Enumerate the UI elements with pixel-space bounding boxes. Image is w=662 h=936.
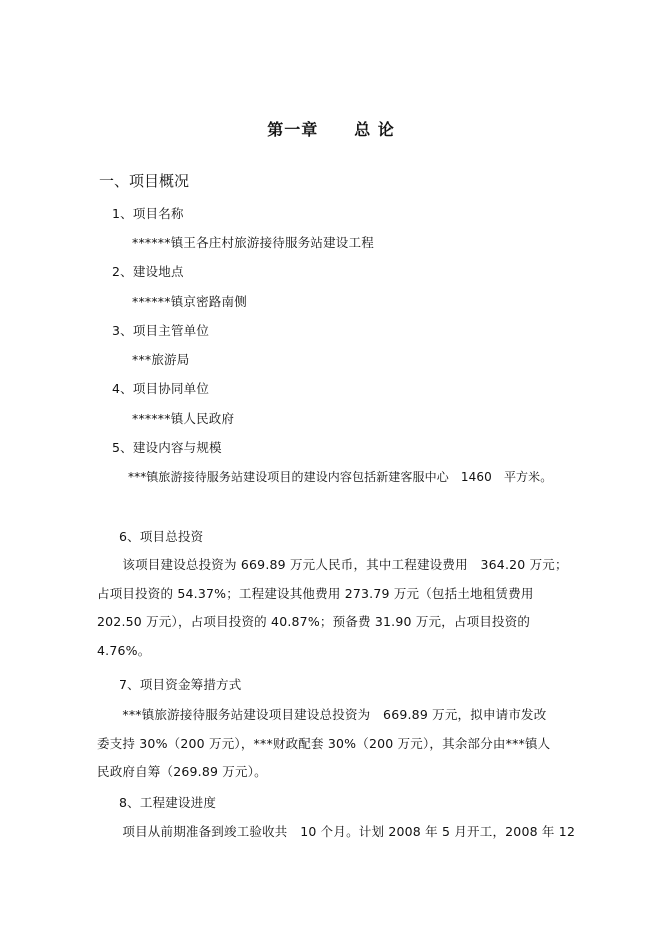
item-5-label: 5、建设内容与规模 [112, 440, 222, 455]
item-6-line-3: 202.50 万元），占项目投资的 40.87%；预备费 31.90 万元，占项目投资的 [97, 614, 531, 629]
chapter-number: 第一章 [267, 120, 319, 139]
item-8-paragraph [97, 818, 576, 847]
item-1-value: ******镇王各庄村旅游接待服务站建设工程 [132, 235, 374, 250]
item-3-value: ***旅游局 [132, 352, 190, 367]
item-7-line-1: ***镇旅游接待服务站建设项目建设总投资为 669.89 万元，拟申请市发改 [97, 707, 547, 722]
item-7-paragraph [97, 701, 567, 787]
item-6-paragraph [97, 551, 567, 665]
item-4-label: 4、项目协同单位 [112, 381, 210, 396]
item-7-line-2: 委支持 30%（200 万元），***财政配套 30%（200 万元），其余部分由***镇人 [97, 735, 551, 751]
item-6-line-2: 占项目投资的 54.37%；工程建设其他费用 273.79 万元（包括土地租赁费用 [97, 585, 534, 601]
item-2-label: 2、建设地点 [112, 264, 184, 279]
section-heading: 一、项目概况 [99, 172, 190, 190]
item-7-line-3: 民政府自筹（269.89 万元）。 [97, 764, 267, 779]
item-2-value: ******镇京密路南侧 [132, 294, 247, 309]
item-5-value: ***镇旅游接待服务站建设项目的建设内容包括新建客服中心 1460 平方米。 [128, 470, 553, 484]
item-6-line-4: 4.76%。 [97, 642, 151, 658]
item-1-label: 1、项目名称 [112, 206, 184, 221]
item-6-line-1: 该项目建设总投资为 669.89 万元人民币，其中工程建设费用 364.20 万元； [97, 557, 568, 572]
item-8-line-1: 项目从前期准备到竣工验收共 10 个月。计划 2008 年 5 月开工，2008 年 12 [97, 824, 576, 839]
chapter-name: 总 论 [354, 120, 395, 139]
chapter-title [0, 117, 662, 140]
item-6-label: 6、项目总投资 [119, 529, 204, 544]
item-8-label: 8、工程建设进度 [119, 795, 217, 810]
item-3-label: 3、项目主管单位 [112, 323, 210, 338]
item-7-label: 7、项目资金筹措方式 [119, 677, 242, 692]
item-4-value: ******镇人民政府 [132, 411, 235, 426]
